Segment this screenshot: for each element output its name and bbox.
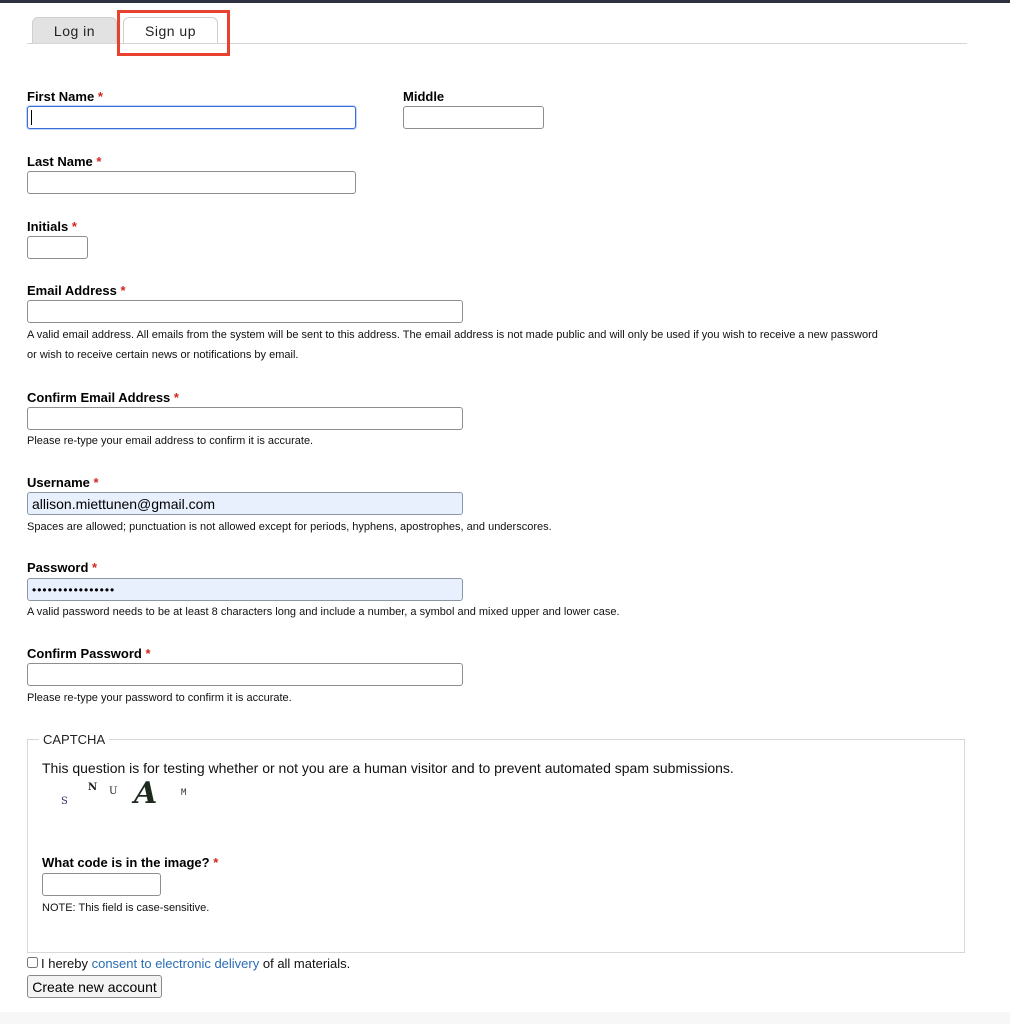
middle-name-label: Middle: [403, 89, 445, 104]
password-label: Password *: [27, 560, 98, 575]
captcha-note: NOTE: This field is case-sensitive.: [42, 902, 210, 914]
required-mark: *: [92, 560, 98, 575]
text-caret: [31, 110, 32, 125]
captcha-char: N: [88, 782, 98, 793]
consent-text: I hereby consent to electronic delivery of all materials.: [41, 956, 351, 971]
required-mark: *: [145, 646, 151, 661]
required-mark: *: [213, 855, 219, 870]
required-mark: *: [120, 283, 126, 298]
top-bar: [0, 0, 1010, 3]
confirm-password-input[interactable]: [27, 663, 463, 686]
captcha-char: M: [181, 788, 187, 798]
email-label: Email Address *: [27, 283, 126, 298]
captcha-char: A: [134, 776, 158, 811]
username-label: Username *: [27, 475, 99, 490]
confirm-email-label: Confirm Email Address *: [27, 390, 179, 405]
captcha-char: U: [109, 786, 118, 797]
tabs-divider: [27, 43, 967, 44]
create-account-button[interactable]: Create new account: [27, 975, 162, 998]
username-input[interactable]: [27, 492, 463, 515]
captcha-char: S: [61, 796, 68, 807]
initials-label: Initials *: [27, 219, 77, 234]
captcha-code-input[interactable]: [42, 873, 161, 896]
required-mark: *: [173, 390, 179, 405]
captcha-legend: CAPTCHA: [39, 732, 109, 747]
last-name-label: Last Name *: [27, 154, 102, 169]
tab-sign-up[interactable]: Sign up: [123, 17, 218, 43]
required-mark: *: [93, 475, 99, 490]
tab-log-in[interactable]: Log in: [32, 17, 117, 43]
confirm-password-label: Confirm Password *: [27, 646, 151, 661]
confirm-password-description: Please re-type your password to confirm it is accurate.: [27, 692, 292, 704]
required-mark: *: [96, 154, 102, 169]
middle-name-input[interactable]: [403, 106, 544, 129]
confirm-email-description: Please re-type your email address to confirm it is accurate.: [27, 435, 314, 447]
first-name-label: First Name *: [27, 89, 103, 104]
email-description: A valid email address. All emails from the system will be sent to this address. The email address is not made public and will only be used if you wish to receive a new password or wish to receive certain news or notifications by email.: [27, 329, 878, 361]
consent-link[interactable]: consent to electronic delivery: [91, 956, 260, 971]
required-mark: *: [71, 219, 77, 234]
username-description: Spaces are allowed; punctuation is not allowed except for periods, hyphens, apostrophes, and underscores.: [27, 521, 552, 533]
required-mark: *: [97, 89, 103, 104]
first-name-input[interactable]: [27, 106, 356, 129]
password-input[interactable]: [27, 578, 463, 601]
password-description: A valid password needs to be at least 8 characters long and include a number, a symbol and mixed upper and lower case.: [27, 606, 620, 618]
confirm-email-input[interactable]: [27, 407, 463, 430]
last-name-input[interactable]: [27, 171, 356, 194]
email-input[interactable]: [27, 300, 463, 323]
captcha-question: This question is for testing whether or not you are a human visitor and to prevent automated spam submissions.: [42, 760, 734, 776]
captcha-code-label: What code is in the image? *: [42, 855, 219, 870]
consent-checkbox[interactable]: [27, 957, 38, 968]
initials-input[interactable]: [27, 236, 88, 259]
page-bottom-strip: [0, 1012, 1010, 1024]
